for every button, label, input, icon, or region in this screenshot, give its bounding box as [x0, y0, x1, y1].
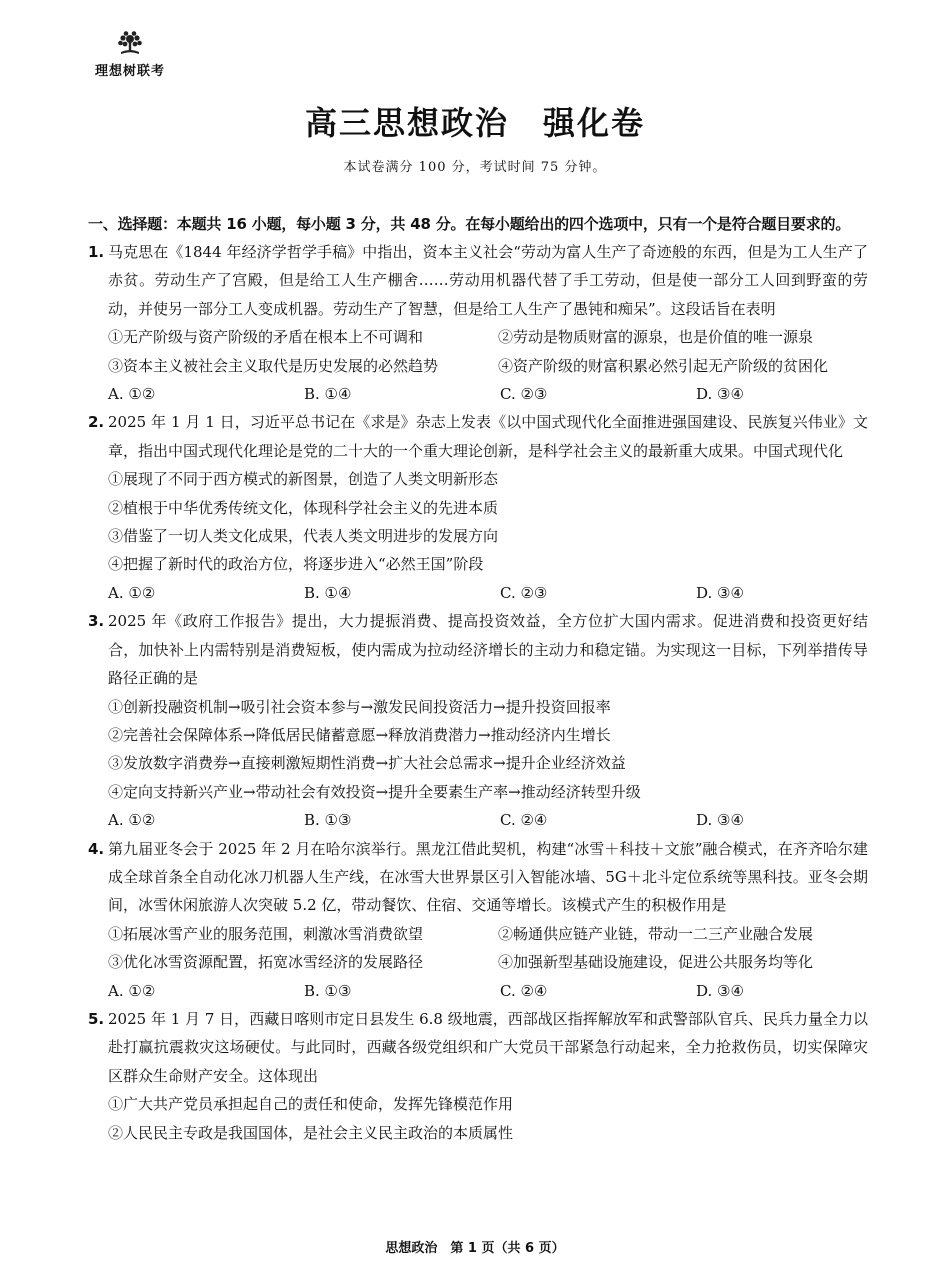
statement-option: ①广大共产党员承担起自己的责任和使命，发挥先锋模范作用 [108, 1095, 514, 1114]
answer-choice-c: C. ②③ [500, 583, 548, 602]
question-3 [88, 607, 868, 834]
answer-choice-b: B. ①④ [304, 385, 352, 404]
answer-choice-b: B. ①③ [304, 981, 352, 1000]
statement-option: ②畅通供应链产业链，带动一二三产业融合发展 [498, 924, 814, 943]
statement-option: ①拓展冰雪产业的服务范围，刺激冰雪消费欲望 [108, 924, 424, 943]
statement-option: ③借鉴了一切人类文化成果，代表人类文明进步的发展方向 [108, 527, 499, 546]
page-footer: 思想政治 第 1 页（共 6 页） [385, 1241, 565, 1256]
statement-option: ③发放数字消费券→直接刺激短期性消费→扩大社会总需求→提升企业经济效益 [108, 754, 626, 773]
question-stem [88, 835, 868, 920]
statement-options [88, 465, 868, 579]
question-number: 4. [88, 839, 105, 858]
page-title: 高三思想政治 强化卷 [304, 104, 645, 142]
answer-choice-b: B. ①④ [304, 583, 352, 602]
question-stem [88, 607, 868, 692]
question-number: 1. [88, 243, 105, 261]
statement-option: ④定向支持新兴产业→带动社会有效投资→提升全要素生产率→推动经济转型升级 [108, 782, 641, 801]
statement-option: ②植根于中华优秀传统文化，体现科学社会主义的先进本质 [108, 498, 499, 517]
answer-choice-a: A. ①② [108, 385, 156, 404]
statement-option: ③资本主义被社会主义取代是历史发展的必然趋势 [108, 356, 439, 375]
statement-option: ①创新投融资机制→吸引社会资本参与→激发民间投资活力→提升投资回报率 [108, 697, 611, 716]
statement-option: ④资产阶级的财富积累必然引起无产阶级的贫困化 [498, 356, 829, 375]
statement-option: ②完善社会保障体系→降低居民储蓄意愿→释放消费潜力→推动经济内生增长 [108, 725, 611, 744]
question-text: 2025 年 1 月 7 日，西藏日喀则市定日县发生 6.8 级地震，西部战区指挥解放军和武警部队官兵、民兵力量全力以赴打赢抗震救灾这场硬仗。与此同时，西藏各级党组织和广大党员干部紧急行动起来，全力抢救伤员，切实保障灾区群众生命财产安全。这体现出 [108, 1009, 868, 1085]
statement-options [88, 1090, 868, 1147]
brand-logo [88, 30, 172, 79]
question-text: 马克思在《1844 年经济学哲学手稿》中指出，资本主义社会“劳动为富人生产了奇迹般的东西，但是为工人生产了赤贫。劳动生产了宫殿，但是给工人生产棚舍……劳动用机器代替了手工劳动，但是使一部分工人回到野蛮的劳动，并使另一部分工人变成机器。劳动生产了智慧，但是给工人生产了愚钝和痴呆”。这段话旨在表明 [108, 243, 868, 318]
answer-choices [88, 977, 868, 1005]
answer-choice-d: D. ③④ [696, 385, 744, 404]
statement-options [88, 323, 868, 380]
answer-choice-d: D. ③④ [696, 981, 744, 1000]
answer-choice-c: C. ②④ [500, 811, 548, 830]
statement-option: ②人民民主专政是我国国体，是社会主义民主政治的本质属性 [108, 1123, 514, 1142]
tree-logo-icon [115, 30, 145, 58]
section-heading: 一、选择题：本题共 16 小题，每小题 3 分，共 48 分。在每小题给出的四个选项中，只有一个是符合题目要求的。 [88, 215, 851, 233]
question-number: 3. [88, 612, 105, 631]
answer-choices [88, 806, 868, 834]
answer-choice-c: C. ②④ [500, 981, 548, 1000]
question-text: 2025 年 1 月 1 日，习近平总书记在《求是》杂志上发表《以中国式现代化全面推进强国建设、民族复兴伟业》文章，指出中国式现代化理论是党的二十大的一个重大理论创新，是科学社会主义的最新重大成果。中国式现代化 [108, 413, 868, 460]
answer-choice-d: D. ③④ [696, 811, 744, 830]
statement-options [88, 920, 868, 977]
statement-option: ③优化冰雪资源配置，拓宽冰雪经济的发展路径 [108, 953, 424, 972]
question-5 [88, 1005, 868, 1147]
answer-choice-b: B. ①③ [304, 811, 352, 830]
answer-choices [88, 579, 868, 607]
statement-option: ④加强新型基础设施建设，促进公共服务均等化 [498, 953, 814, 972]
exam-info: 本试卷满分 100 分，考试时间 75 分钟。 [343, 160, 607, 175]
question-number: 2. [88, 413, 105, 432]
question-2 [88, 408, 868, 607]
statement-option: ④把握了新时代的政治方位，将逐步进入“必然王国”阶段 [108, 555, 484, 574]
question-stem [88, 1005, 868, 1090]
statement-option: ②劳动是物质财富的源泉，也是价值的唯一源泉 [498, 328, 814, 347]
logo-text: 理想树联考 [94, 64, 165, 79]
question-stem [88, 408, 868, 465]
answer-choice-a: A. ①② [108, 811, 156, 830]
answer-choice-c: C. ②③ [500, 385, 548, 404]
question-text: 第九届亚冬会于 2025 年 2 月在哈尔滨举行。黑龙江借此契机，构建“冰雪＋科技＋文旅”融合模式，在齐齐哈尔建成全球首条全自动化冰刀机器人生产线，在冰雪大世界景区引入智能冰墙、5G＋北斗定位系统等黑科技。亚冬会期间，冰雪休闲旅游人次突破 5.2 亿，带动餐饮、住宿、交通等增长。该模式产生的积极作用是 [108, 839, 868, 915]
question-text: 2025 年《政府工作报告》提出，大力提振消费、提高投资效益，全方位扩大国内需求。促进消费和投资更好结合，加快补上内需特别是消费短板，使内需成为拉动经济增长的主动力和稳定锚。为实现这一目标，下列举措传导路径正确的是 [108, 612, 868, 688]
question-number: 5. [88, 1009, 105, 1028]
statement-options [88, 693, 868, 807]
question-4 [88, 835, 868, 1005]
question-1 [88, 238, 868, 408]
answer-choice-d: D. ③④ [696, 583, 744, 602]
statement-option: ①无产阶级与资产阶级的矛盾在根本上不可调和 [108, 328, 424, 347]
answer-choice-a: A. ①② [108, 583, 156, 602]
question-stem [88, 238, 868, 323]
exam-content [88, 210, 868, 1147]
statement-option: ①展现了不同于西方模式的新图景，创造了人类文明新形态 [108, 470, 499, 489]
answer-choice-a: A. ①② [108, 981, 156, 1000]
answer-choices [88, 380, 868, 408]
